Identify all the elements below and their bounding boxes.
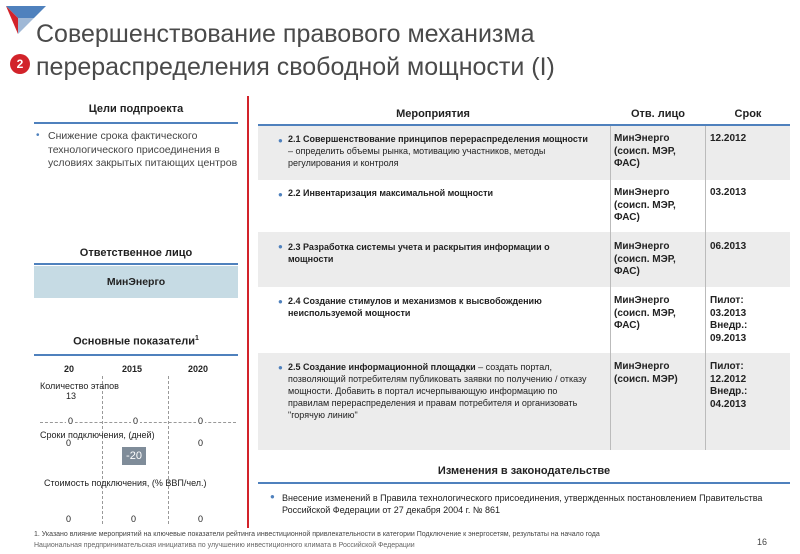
col-responsible-header: Отв. лицо: [630, 108, 686, 120]
row-bullet: ●: [278, 136, 283, 145]
steps-zero-3: 0: [198, 416, 204, 426]
steps-zero-1: 0: [68, 416, 74, 426]
days-zero-1: 0: [66, 438, 72, 448]
table-row: [258, 232, 790, 287]
row-bullet: ●: [278, 242, 283, 251]
indicators-header-label: Основные показатели: [73, 335, 195, 348]
indicator-label-days: Сроки подключения, (дней): [40, 430, 155, 440]
steps-zero-2: 0: [133, 416, 139, 426]
row-term: Пилот: 03.2013 Внедр.: 09.2013: [710, 295, 748, 344]
table-row: [258, 126, 790, 180]
grid-divider-2: [168, 376, 169, 524]
row-term: 03.2013: [710, 187, 747, 198]
row-measure: 2.3 Разработка системы учета и раскрытия информации о мощности: [288, 242, 550, 264]
row-measure: 2.2 Инвентаризация максимальной мощности: [288, 188, 494, 198]
days-change-badge: -20: [122, 447, 146, 465]
row-responsible: МинЭнерго (соисп. МЭР, ФАС): [614, 133, 676, 169]
indicators-rule: [34, 354, 238, 356]
grid-divider-1: [102, 376, 103, 524]
page-number: 16: [757, 537, 768, 547]
row-measure: 2.1 Совершенствование принципов перераспределения мощности – определить объемы рынка, мотивацию участников, методы регулирования и контроля: [288, 134, 588, 168]
goal-text: Снижение срока фактического технологического присоединения в условиях закрытых питающих центров: [48, 130, 238, 169]
row-bullet: ●: [278, 363, 283, 372]
row-measure: 2.5 Создание информационной площадки – создать портал, позволяющий потребителям публиковать заявки по получению / отказу мощности. Добавить в портал исчерпывающую информацию по правилам перераспределения и правам потребителя и организовать "горячую линию": [288, 362, 587, 420]
goals-rule: [34, 122, 238, 124]
indicators-footnote-mark: 1: [194, 335, 199, 342]
year-col-2: 2015: [122, 364, 143, 374]
law-bullet: ●: [270, 492, 275, 501]
row-term: Пилот: 12.2012 Внедр.: 04.2013: [710, 361, 748, 410]
row-bullet: ●: [278, 297, 283, 306]
footnote: 1. Указано влияние мероприятий на ключевые показатели рейтинга инвестиционной привлекательности в категории Подключение к энергосетям, результаты на начало года: [34, 531, 600, 538]
year-col-3: 2020: [188, 364, 209, 374]
row-responsible: МинЭнерго (соисп. МЭР, ФАС): [614, 187, 676, 223]
days-zero-3: 0: [198, 438, 204, 448]
responsible-header: Ответственное лицо: [79, 247, 193, 259]
indicator-label-cost: Стоимость подключения, (% ВВП/чел.): [44, 478, 207, 488]
title-line-2: перераспределения свободной мощности (I): [36, 53, 555, 81]
row-responsible: МинЭнерго (соисп. МЭР, ФАС): [614, 295, 676, 331]
section-badge: 2: [10, 54, 30, 74]
row-term: 12.2012: [710, 133, 747, 144]
row-responsible: МинЭнерго (соисп. МЭР): [614, 361, 678, 385]
goals-header: Цели подпроекта: [88, 103, 184, 115]
responsible-rule: [34, 263, 238, 265]
row-measure: 2.4 Создание стимулов и механизмов к высвобождению неиспользуемой мощности: [288, 296, 542, 318]
law-rule: [258, 482, 790, 484]
table-row: [258, 353, 790, 450]
section-divider: [247, 96, 249, 528]
indicator-label-steps: Количество этапов: [40, 381, 119, 391]
table-row: [258, 287, 790, 353]
table-row: [258, 180, 790, 232]
indicator-value-steps: 13: [66, 391, 77, 401]
law-text: Внесение изменений в Правила технологического присоединения, утвержденных постановлением Правительства Российской Федерации от 27 декабря 2004 г. № 861: [282, 493, 763, 515]
indicators-header: [34, 335, 238, 348]
row-bullet: ●: [278, 190, 283, 199]
page-title: [36, 18, 555, 84]
year-col-1: 20: [64, 364, 75, 374]
responsible-box: МинЭнерго: [34, 266, 238, 298]
law-header: Изменения в законодательстве: [437, 465, 611, 477]
row-responsible: МинЭнерго (соисп. МЭР, ФАС): [614, 241, 676, 277]
cost-zero-3: 0: [198, 514, 204, 524]
row-term: 06.2013: [710, 241, 747, 252]
goal-bullet: •: [36, 130, 40, 141]
col-term-header: Срок: [734, 108, 762, 120]
cost-zero-1: 0: [66, 514, 72, 524]
col-measures-header: Мероприятия: [396, 108, 470, 120]
title-line-1: Совершенствование правового механизма: [36, 20, 535, 48]
footer-org: Национальная предпринимательская инициатива по улучшению инвестиционного климата в Российской Федерации: [34, 542, 415, 549]
cost-zero-2: 0: [131, 514, 137, 524]
